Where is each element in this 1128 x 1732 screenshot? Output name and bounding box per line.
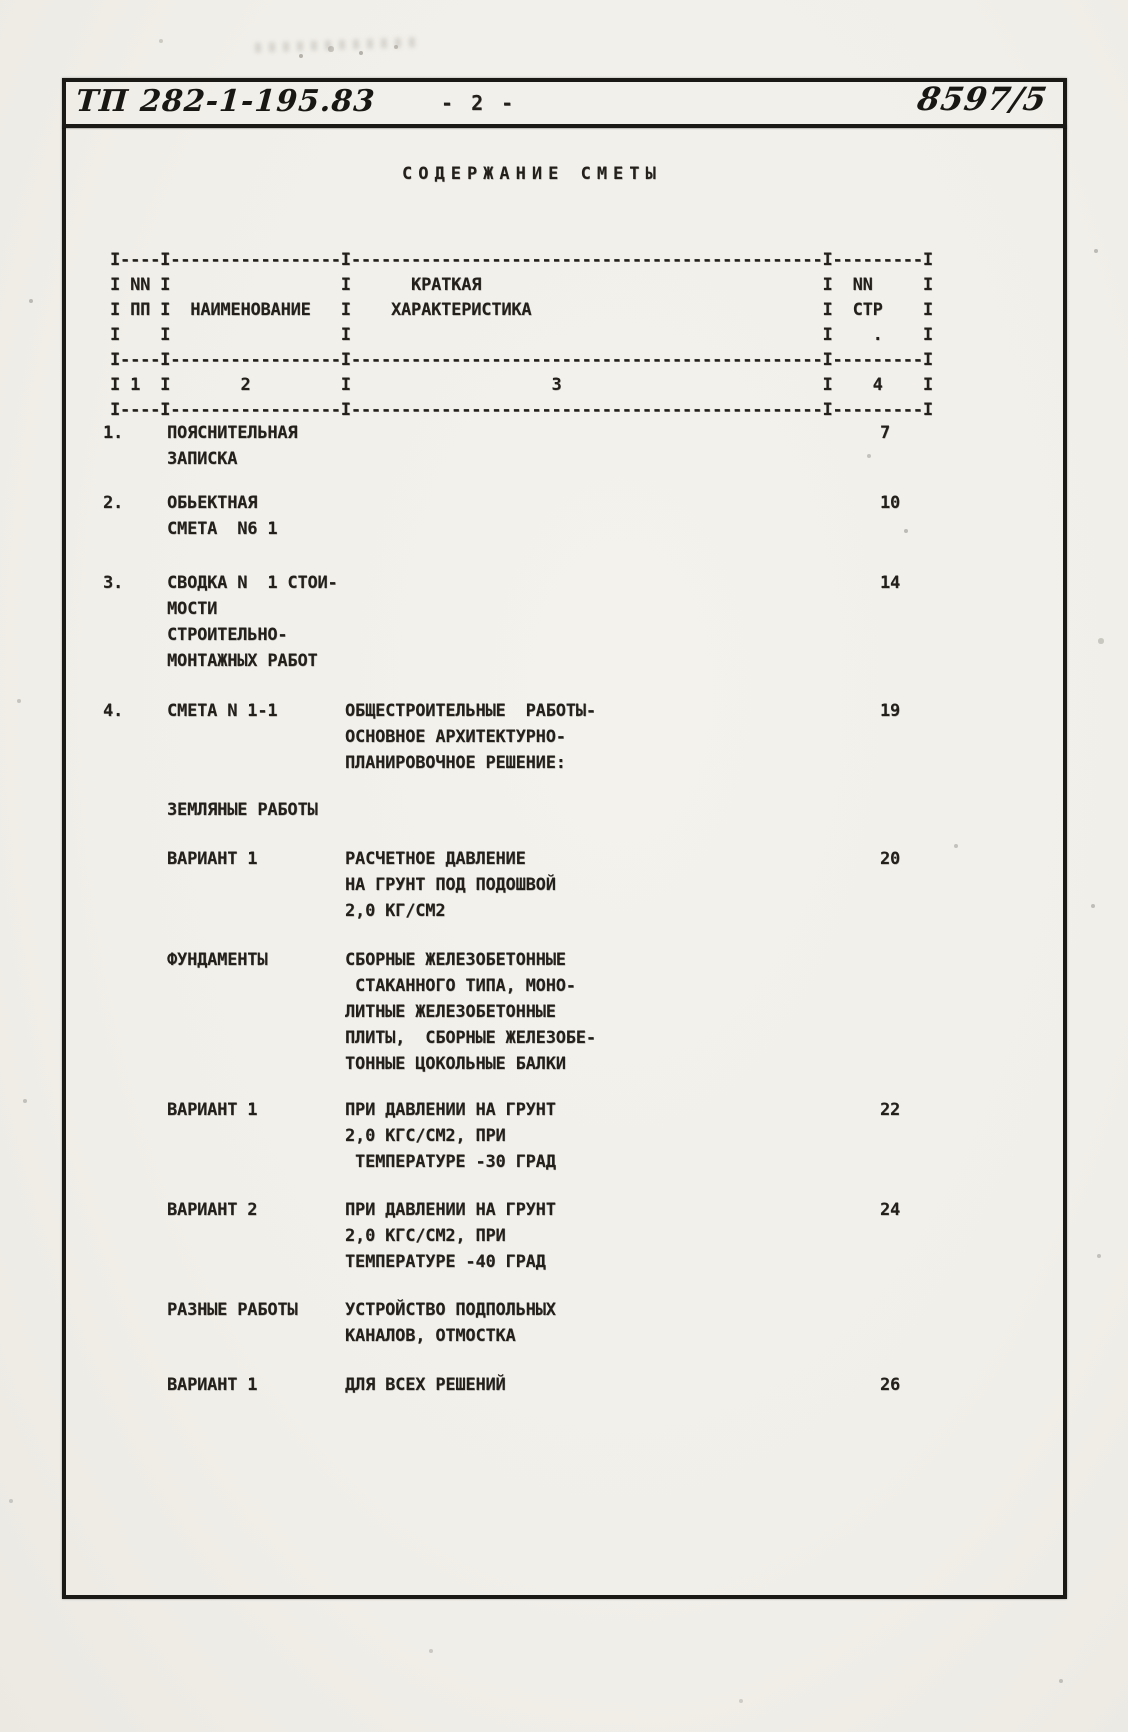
row-page-number: 20: [880, 849, 901, 869]
row-name: РАЗНЫЕ РАБОТЫ: [167, 1300, 298, 1320]
row-name: ФУНДАМЕНТЫ: [167, 950, 268, 970]
row-name: СМЕТА N 1-1: [167, 701, 278, 721]
row-page-number: 24: [880, 1200, 901, 1220]
sheet-number: - 2 -: [441, 91, 517, 115]
row-name: ВАРИАНТ 1: [167, 1100, 258, 1120]
header-band-divider: [62, 124, 1067, 128]
row-description: ДЛЯ ВСЕХ РЕШЕНИЙ: [345, 1375, 506, 1395]
row-description: ОБЩЕСТРОИТЕЛЬНЫЕ РАБОТЫ- ОСНОВНОЕ АРХИТЕКТУРНО- ПЛАНИРОВОЧНОЕ РЕШЕНИЕ:: [345, 701, 596, 773]
row-description: ПРИ ДАВЛЕНИИ НА ГРУНТ 2,0 КГС/СМ2, ПРИ ТЕМПЕРАТУРЕ -30 ГРАД: [345, 1100, 556, 1172]
row-number: 2.: [103, 493, 124, 513]
scan-noise: [0, 0, 2, 2]
row-name: ВАРИАНТ 1: [167, 1375, 258, 1395]
row-number: 1.: [103, 423, 124, 443]
row-description: УСТРОЙСТВО ПОДПОЛЬНЫХ КАНАЛОВ, ОТМОСТКА: [345, 1300, 556, 1346]
row-description: ПРИ ДАВЛЕНИИ НА ГРУНТ 2,0 КГС/СМ2, ПРИ ТЕМПЕРАТУРЕ -40 ГРАД: [345, 1200, 556, 1272]
row-name: ОБЬЕКТНАЯ СМЕТА N6 1: [167, 493, 278, 539]
inventory-number: 8597/5: [914, 80, 1051, 118]
scan-smudge: [255, 37, 415, 53]
row-page-number: 22: [880, 1100, 901, 1120]
row-page-number: 10: [880, 493, 901, 513]
doc-code: ТП 282-1-195.83: [74, 84, 377, 119]
row-description: СБОРНЫЕ ЖЕЛЕЗОБЕТОННЫЕ СТАКАННОГО ТИПА, МОНО- ЛИТНЫЕ ЖЕЛЕЗОБЕТОННЫЕ ПЛИТЫ, СБОРНЫЕ ЖЕЛЕЗОБЕ- ТОННЫЕ ЦОКОЛЬНЫЕ БАЛКИ: [345, 950, 596, 1074]
row-name: ПОЯСНИТЕЛЬНАЯ ЗАПИСКА: [167, 423, 298, 469]
row-name: ВАРИАНТ 1: [167, 849, 258, 869]
row-page-number: 7: [880, 423, 891, 443]
row-page-number: 14: [880, 573, 901, 593]
row-description: РАСЧЕТНОЕ ДАВЛЕНИЕ НА ГРУНТ ПОД ПОДОШВОЙ 2,0 КГ/СМ2: [345, 849, 556, 921]
row-name: ЗЕМЛЯНЫЕ РАБОТЫ: [167, 800, 318, 820]
table-header-art: I----I-----------------I-----------------------------------------------I---------I I NN I I КРАТКАЯ I NN I I ПП I НАИМЕНОВАНИЕ I ХАРАКТЕРИСТИКА I СТР I I I I I . I I----I-----------------I-----------------------------------------------I---------I I 1 I 2 I 3 I 4 I I----I-----------------I-----------------------------------------------I---------I: [110, 250, 933, 420]
row-number: 4.: [103, 701, 124, 721]
row-name: ВАРИАНТ 2: [167, 1200, 258, 1220]
document-title: СОДЕРЖАНИЕ СМЕТЫ: [402, 164, 662, 184]
row-number: 3.: [103, 573, 124, 593]
row-page-number: 19: [880, 701, 901, 721]
row-page-number: 26: [880, 1375, 901, 1395]
row-name: СВОДКА N 1 СТОИ- МОСТИ СТРОИТЕЛЬНО- МОНТАЖНЫХ РАБОТ: [167, 573, 338, 671]
